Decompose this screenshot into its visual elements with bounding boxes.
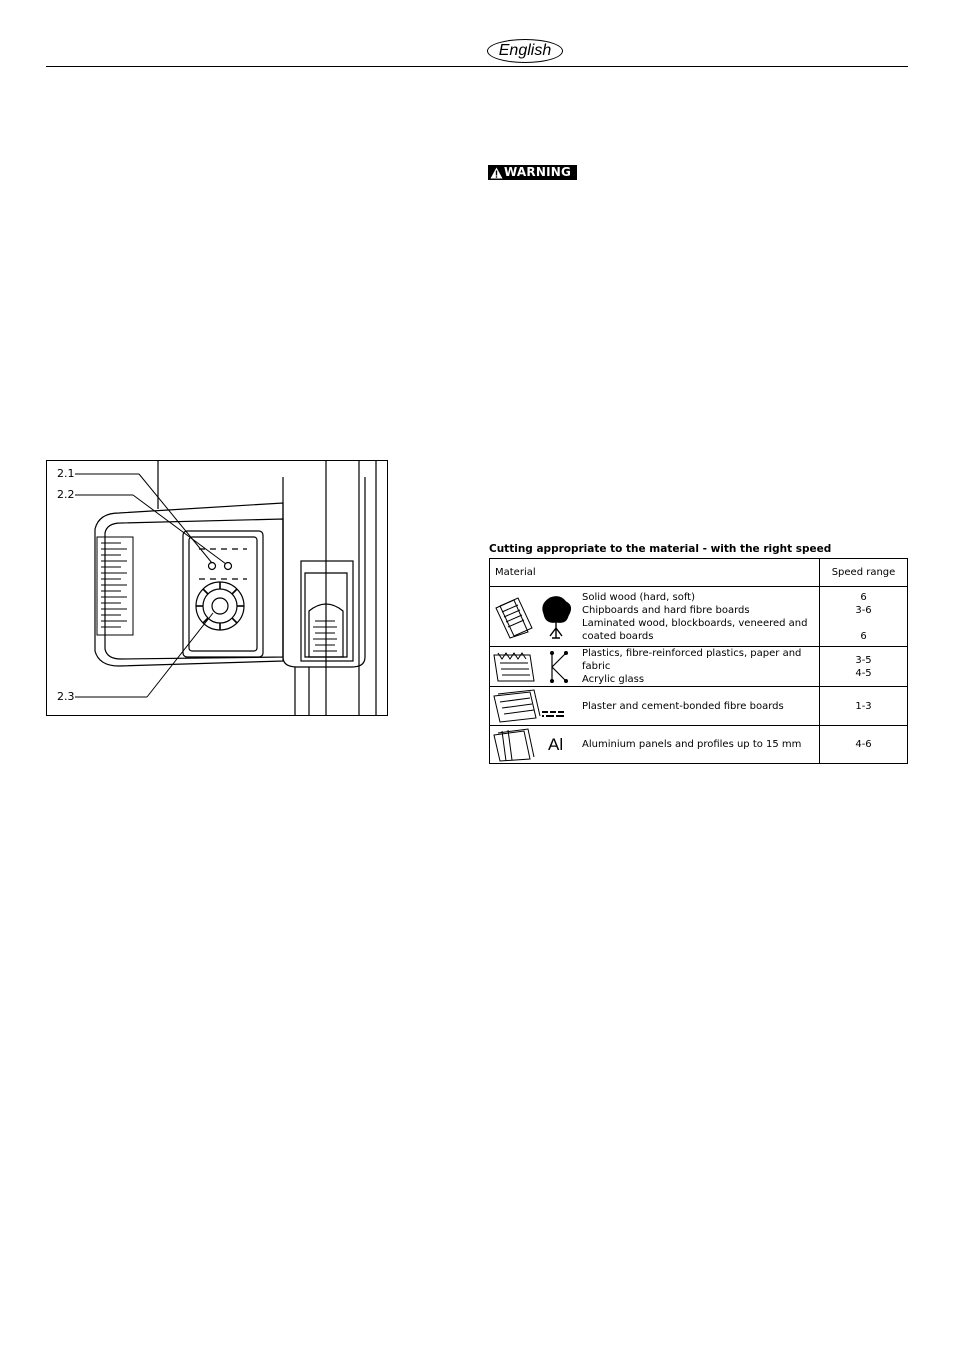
material-line: coated boards: [582, 630, 654, 642]
speed-value: 1-3: [855, 700, 872, 712]
table-header-row: [490, 559, 908, 587]
material-line: Plaster and cement-bonded fibre boards: [582, 700, 784, 712]
table-row: [490, 726, 908, 764]
plastic-k-icon: [490, 649, 576, 685]
header-rule: [46, 66, 908, 67]
speed-table: [489, 558, 908, 764]
speed-value: 3-6: [855, 604, 872, 616]
plaster-board-icon: [490, 688, 576, 724]
callout-2-3: 2.3: [57, 690, 75, 703]
speed-value: 3-5: [855, 654, 872, 666]
language-badge: English: [487, 39, 563, 63]
material-line: Solid wood (hard, soft): [582, 591, 695, 603]
callout-2-1: 2.1: [57, 467, 75, 480]
tool-drawing: [47, 461, 388, 716]
speed-value: [820, 617, 907, 630]
material-line: Acrylic glass: [582, 674, 645, 685]
table-caption: Cutting appropriate to the material - with the right speed: [489, 543, 832, 555]
wood-tree-icon: [490, 592, 576, 642]
material-line: Plastics, fibre-reinforced plastics, paper and fabric: [582, 648, 802, 672]
warning-triangle-icon: [490, 167, 503, 179]
speed-value: 6: [860, 630, 867, 642]
speed-value: 6: [860, 591, 867, 603]
speed-value: 4-6: [855, 739, 872, 750]
header-speed-range: Speed range: [820, 559, 908, 587]
aluminium-symbol: Al: [548, 734, 564, 754]
speed-dial-illustration: [46, 460, 388, 716]
header-material: Material: [490, 559, 820, 587]
aluminium-al-icon: [490, 727, 540, 763]
table-row: [490, 587, 908, 647]
table-row: [490, 687, 908, 726]
material-line: Chipboards and hard fibre boards: [582, 604, 750, 616]
callout-2-2: 2.2: [57, 488, 75, 501]
speed-value: 4-5: [855, 667, 872, 679]
material-line: Aluminium panels and profiles up to 15 mm: [582, 739, 802, 750]
table-row: [490, 647, 908, 687]
warning-label: [488, 165, 577, 180]
warning-text: WARNING: [504, 165, 572, 179]
material-line: Laminated wood, blockboards, veneered and: [582, 617, 808, 629]
